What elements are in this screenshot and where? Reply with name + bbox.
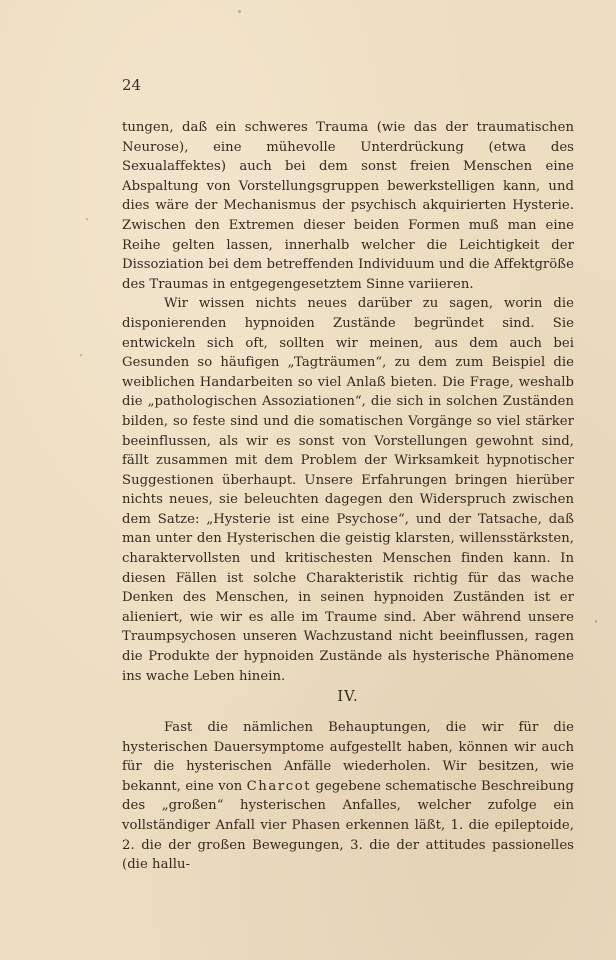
author-name-charcot: Charcot [246,778,312,794]
page-number: 24 [122,76,142,94]
paper-speck [595,620,597,623]
paragraph-hypnoid-states: Wir wissen nichts neues darüber zu sagen, worin die disponierenden hypnoiden Zustände begründet sind. Sie entwickeln sich oft, sollten wir meinen, aus dem auch bei Gesunden so häufigen „Tagträumen“, zu dem zum Beispiel die weiblichen Handarbeiten so viel Anlaß bieten. Die Frage, weshalb die „pathologischen Assoziationen“, die sich in solchen Zuständen bilden, so feste sind und die somatischen Vorgänge so viel stärker beeinflussen, als wir es sonst von Vorstellungen gewohnt sind, fällt zusammen mit dem Problem der Wirksamkeit hypnotischer Suggestionen überhaupt. Unsere Erfahrungen bringen hierüber nichts neues, sie beleuchten dagegen den Widerspruch zwischen dem Satze: „Hysterie ist eine Psychose“, und der Tatsache, daß man unter den Hysterischen die geistig klarsten, willensstärksten, charaktervollsten und kritischesten Menschen finden kann. In diesen Fällen ist solche Charakteristik richtig für das wache Denken des Menschen, in seinen hypnoiden Zuständen ist er alieniert, wie wir es alle im Traume sind. Aber während unsere Traumpsychosen unseren Wachzustand nicht beeinflussen, ragen die Produkte der hypnoiden Zustände als hysterische Phänomene ins wache Leben hinein. [122,296,574,684]
body-text-upper [122,118,574,686]
body-text-section-iv [122,718,574,875]
paper-speck [238,10,241,13]
text-before-name: Fast die nämlichen Behauptungen, die wir für die hysterischen Dauersymptome aufgestellt haben, können wir auch für die hysterischen Anfälle wiederholen. Wir besitzen, wie bekannt, eine von [122,720,574,794]
paper-speck [86,218,88,220]
text-after-name: gegebene schematische Beschreibung des „großen“ hysterischen Anfalles, welcher zufolge ein vollständiger Anfall vier Phasen erkennen läßt, 1. die epileptoide, 2. die der großen Bewegungen, 3. die der attitudes passionelles (die hallu- [122,778,574,873]
paragraph-continuation: tungen, daß ein schweres Trauma (wie das der traumatischen Neurose), eine mühevolle Unterdrückung (etwa des Sexualaffektes) auch bei dem sonst freien Menschen eine Abspaltung von Vorstellungsgruppen bewerkstelligen kann, und dies wäre der Mechanismus der psychisch akquirierten Hysterie. Zwischen den Extremen dieser beiden Formen muß man eine Reihe gelten lassen, innerhalb welcher die Leichtigkeit der Dissoziation bei dem betreffenden Individuum und die Affektgröße des Traumas in entgegengesetztem Sinne variieren. [122,120,574,292]
paragraph-hysterical-attacks [122,718,574,875]
section-heading: IV. [337,689,359,705]
paper-speck [80,354,82,356]
